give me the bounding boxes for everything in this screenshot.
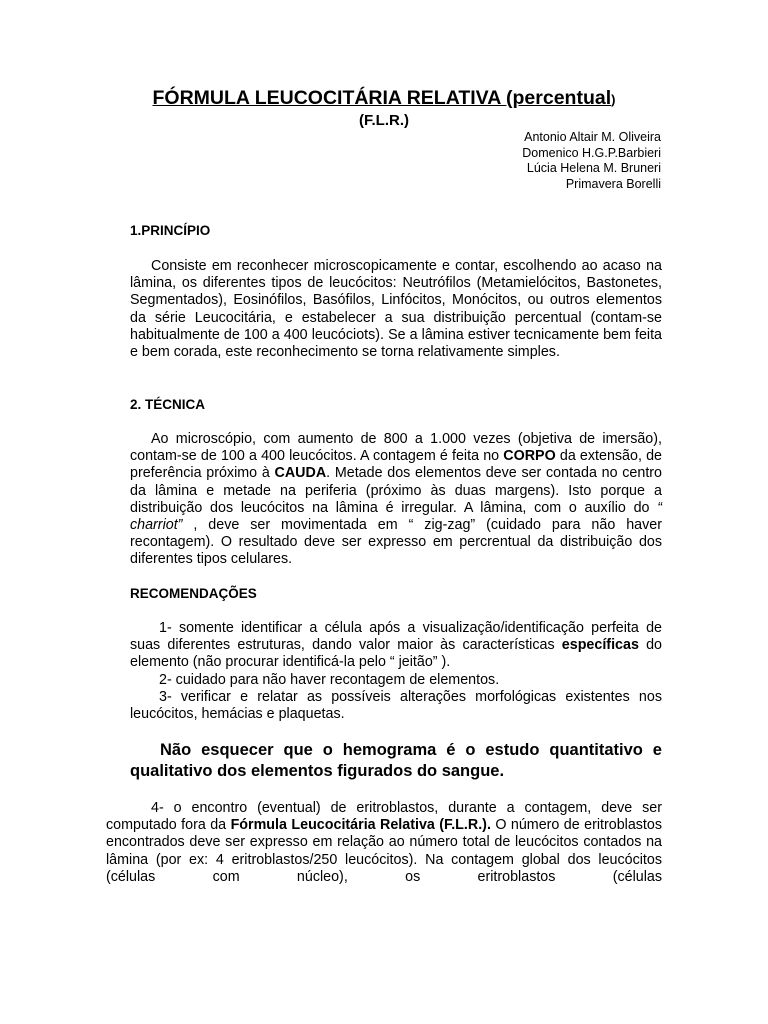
tecnica-text: Ao microscópio, com aumento de 800 a 1.000 vezes (objetiva de imersão), contam-se de 100 a 400 leucócitos. A contagem é feita no CORPO da extensão, de preferência próximo à CAUDA. Metade dos elementos deve ser contada no centro da lâmina e metade na periferia (próximo às duas margens). Isto porque a distribuição dos leucócitos na lâmina é irregular. A lâmina, com o auxílio do “ charriot” , deve ser movimentada em “ zig-zag” (cuidado para não haver recontagem). O resultado deve ser expresso em percrentual da distribuição dos diferentes tipos celulares.: [130, 431, 663, 568]
title-main: FÓRMULA LEUCOCITÁRIA RELATIVA (percentual: [152, 87, 612, 109]
section-heading-recomendacoes: RECOMENDAÇÕES: [130, 586, 257, 601]
emphasis-corpo: CORPO: [503, 448, 556, 465]
author-list: [522, 130, 661, 192]
highlight-text: Não esquecer que o hemograma é o estudo quantitativo e qualitativo dos elementos figurados do sangue.: [130, 741, 662, 780]
item-4-paragraph: [106, 800, 662, 886]
author: Lúcia Helena M. Bruneri: [526, 161, 661, 175]
emphasis-flr: Fórmula Leucocitária Relativa (F.L.R.).: [230, 817, 491, 834]
recommendation-item-2: 2- cuidado para não haver recontagem de elementos.: [159, 671, 500, 688]
section-heading-principio: 1.PRINCÍPIO: [130, 223, 211, 238]
recomendacoes-list: [130, 620, 662, 723]
emphasis-cauda: CAUDA: [274, 465, 327, 482]
principio-paragraph: [130, 258, 662, 361]
highlight-statement: [130, 740, 662, 781]
emphasis-charriot: “ charriot”: [130, 499, 662, 534]
recommendation-item-1: 1- somente identificar a célula após a visualização/identificação perfeita de suas diferentes estruturas, dando valor maior às características específicas do elemento (não procurar identificá-la pelo “ jeitão” ).: [130, 620, 662, 671]
author: Domenico H.G.P.Barbieri: [522, 145, 661, 160]
title-abbreviation: (F.L.R.): [359, 112, 409, 129]
section-heading-tecnica: 2. TÉCNICA: [130, 397, 206, 412]
emphasis-especificas: específicas: [561, 637, 639, 654]
title-paren: ): [611, 92, 616, 107]
page-title: [0, 86, 768, 112]
tecnica-paragraph: [130, 431, 662, 569]
recommendation-item-3: 3- verificar e relatar as possíveis alterações morfológicas existentes nos leucócitos, hemácias e plaquetas.: [130, 688, 662, 723]
author: Antonio Altair M. Oliveira: [524, 130, 661, 144]
author: Primavera Borelli: [565, 176, 661, 191]
item-4-text: 4- o encontro (eventual) de eritroblastos, durante a contagem, deve ser computado fora da Fórmula Leucocitária Relativa (F.L.R.). O número de eritroblastos encontrados deve ser expresso em relação ao número total de leucócitos contados na lâmina (por ex: 4 eritroblastos/250 leucócitos). Na contagem global dos leucócitos (células com núcleo), os eritroblastos (células: [106, 800, 662, 885]
principio-text: Consiste em reconhecer microscopicamente e contar, escolhendo ao acaso na lâmina, os diferentes tipos de leucócitos: Neutrófilos (Metamielócitos, Bastonetes, Segmentados), Eosinófilos, Basófilos, Linfócitos, Monócitos, ou outros elementos da série Leucocitária, e estabelecer a sua distribuição percentual (contam-se habitualmente de 100 a 400 leucóciots). Se a lâmina estiver tecnicamente bem feita e bem corada, este reconhecimento se torna relativamente simples.: [130, 258, 662, 361]
